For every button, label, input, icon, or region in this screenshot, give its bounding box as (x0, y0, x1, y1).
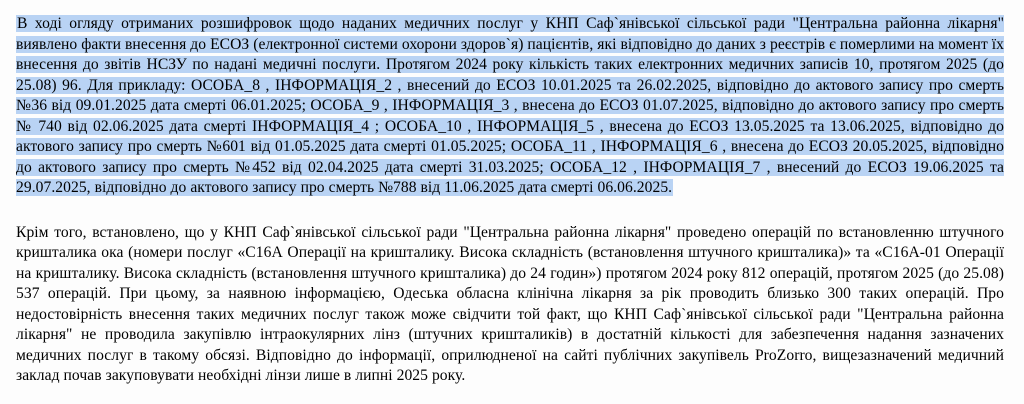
highlighted-text-selection[interactable]: В ході огляду отриманих розшифровок щодо наданих медичних послуг у КНП Саф`янівської сільської ради "Центральна районна лікарня" виявлено факти внесення до ЕСОЗ (електронної системи охорони здоров`я) пацієнтів, які відповідно до даних з реєстрів є померлими на момент їх внесення до звітів НСЗУ по надані медичні послуги. Протягом 2024 року кількість таких електронних медичних записів 10, протягом 2025 (до 25.08) 96. Для прикладу: ОСОБА_8 , ІНФОРМАЦІЯ_2 , внесений до ЕСОЗ 10.01.2025 та 26.02.2025, відповідно до актового запису про смерть №36 від 09.01.2025 дата смерті 06.01.2025; ОСОБА_9 , ІНФОРМАЦІЯ_3 , внесена до ЕСОЗ 01.07.2025, відповідно до актового запису про смерть № 740 від 02.06.2025 дата смерті ІНФОРМАЦІЯ_4 ; ОСОБА_10 , ІНФОРМАЦІЯ_5 , внесена до ЕСОЗ 13.05.2025 та 13.06.2025, відповідно до актового запису про смерть №601 від 01.05.2025 дата смерті 01.05.2025; ОСОБА_11 , ІНФОРМАЦІЯ_6 , внесена до ЕСОЗ 20.05.2025, відповідно до актового запису про смерть №452 від 02.04.2025 дата смерті 31.03.2025; ОСОБА_12 , ІНФОРМАЦІЯ_7 , внесений до ЕСОЗ 19.06.2025 та 29.07.2025, відповідно до актового запису про смерть №788 від 11.06.2025 дата смерті 06.06.2025. (16, 15, 1004, 196)
paragraph-cataract-operations: Крім того, встановлено, що у КНП Саф`янівської сільської ради "Центральна районна лікарня" проведено операцій по встановленню штучного кришталика ока (номери послуг «С16А Операції на кришталику. Висока складність (встановлення штучного кришталика)» та «С16А-01 Операції на кришталику. Висока складність (встановлення штучного кришталика) до 24 годин») протягом 2024 року 812 операцій, протягом 2025 (до 25.08) 537 операцій. При цьому, за наявною інформацією, Одеська обласна клінічна лікарня за рік проводить близько 300 таких операцій. Про недостовірність внесення таких медичних послуг також може свідчити той факт, що КНП Саф`янівської сільської ради "Центральна районна лікарня" не проводила закупівлю інтраокулярних лінз (штучних кришталиків) в достатній кількості для забезпечення надання зазначених медичних послуг в такому обсязі. Відповідно до інформації, оприлюдненої на сайті публічних закупівель ProZorro, вищезазначений медичний заклад почав закуповувати необхідні лінзи лише в липні 2025 року. (16, 223, 1004, 384)
paragraph-deceased-patients (16, 14, 1004, 199)
